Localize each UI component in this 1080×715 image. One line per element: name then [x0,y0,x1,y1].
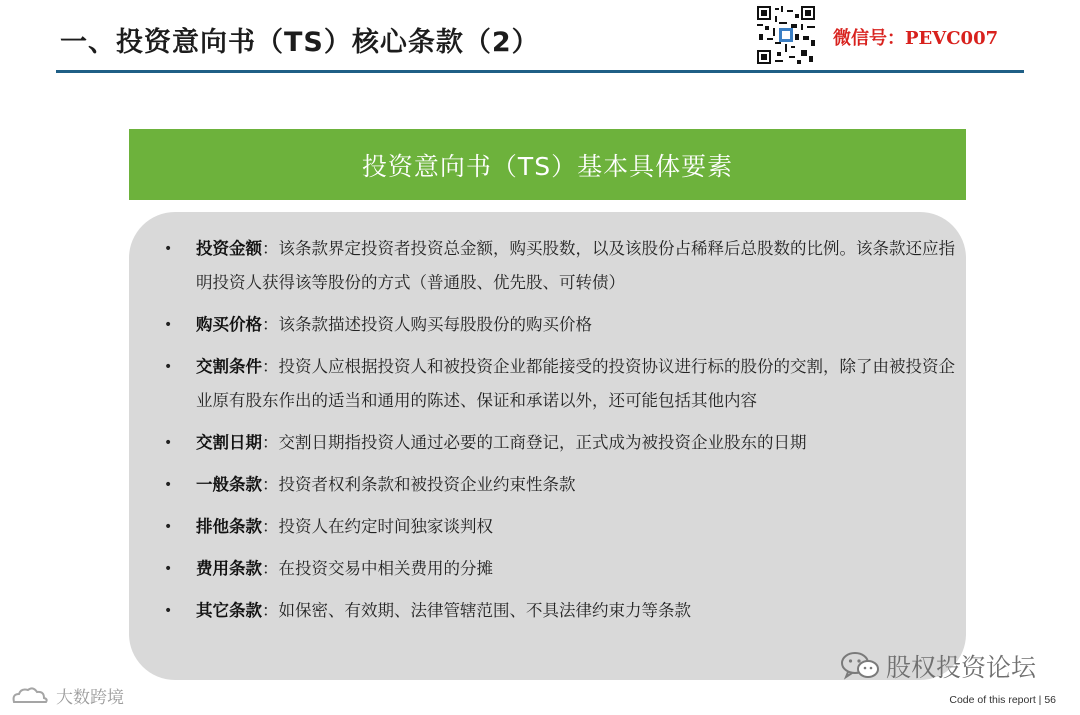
term-label: 交割条件 [196,357,262,376]
bullet: • [164,317,173,333]
title-divider [56,70,1024,73]
brand-logo [10,683,124,708]
term-label: 费用条款 [196,559,262,578]
term-label: 购买价格 [196,315,262,334]
wechat-watermark [840,648,1036,684]
banner-title: 投资意向书（TS）基本具体要素 [361,151,734,181]
page-title: 一、投资意向书（TS）核心条款（2） [60,27,540,58]
bullet: • [164,435,173,451]
bullet: • [164,561,173,577]
brand-text: 大数跨境 [56,688,124,708]
qr-code-icon [757,6,815,64]
list-item [160,308,960,342]
section-banner [129,129,966,200]
bullet: • [164,241,173,257]
bullet: • [164,359,173,375]
term-description: ：交割日期指投资人通过必要的工商登记，正式成为被投资企业股东的日期 [262,433,807,452]
watermark-text: 股权投资论坛 [886,653,1037,682]
list-item [160,426,960,460]
term-description: ：投资人应根据投资人和被投资企业都能接受的投资协议进行标的股份的交割，除了由被投资企业原有股东作出的适当和通用的陈述、保证和承诺以外，还可能包括其他内容 [196,357,955,410]
term-label: 排他条款 [196,517,262,536]
list-item [160,468,960,502]
cloud-icon [10,686,50,706]
wechat-id: 微信号：PEVC007 [833,28,999,49]
list-item [160,350,960,418]
term-label: 其它条款 [196,601,262,620]
term-description: ：投资者权利条款和被投资企业约束性条款 [262,475,576,494]
wechat-icon [840,651,880,681]
bullet: • [164,603,173,619]
list-item [160,510,960,544]
term-description: ：在投资交易中相关费用的分摊 [262,559,493,578]
list-item [160,594,960,628]
term-label: 一般条款 [196,475,262,494]
bullet: • [164,477,173,493]
list-item [160,552,960,586]
term-description: ：该条款描述投资人购买每股股份的购买价格 [262,315,592,334]
bullet: • [164,519,173,535]
term-description: ：投资人在约定时间独家谈判权 [262,517,493,536]
list-item [160,232,960,300]
term-description: ：如保密、有效期、法律管辖范围、不具法律约束力等条款 [262,601,691,620]
term-description: ：该条款界定投资者投资总金额，购买股数，以及该股份占稀释后总股数的比例。该条款还应指明投资人获得该等股份的方式（普通股、优先股、可转债） [196,239,955,292]
terms-list [160,232,960,636]
term-label: 交割日期 [196,433,262,452]
term-label: 投资金额 [196,239,262,258]
report-code: Code of this report | 56 [949,694,1056,706]
